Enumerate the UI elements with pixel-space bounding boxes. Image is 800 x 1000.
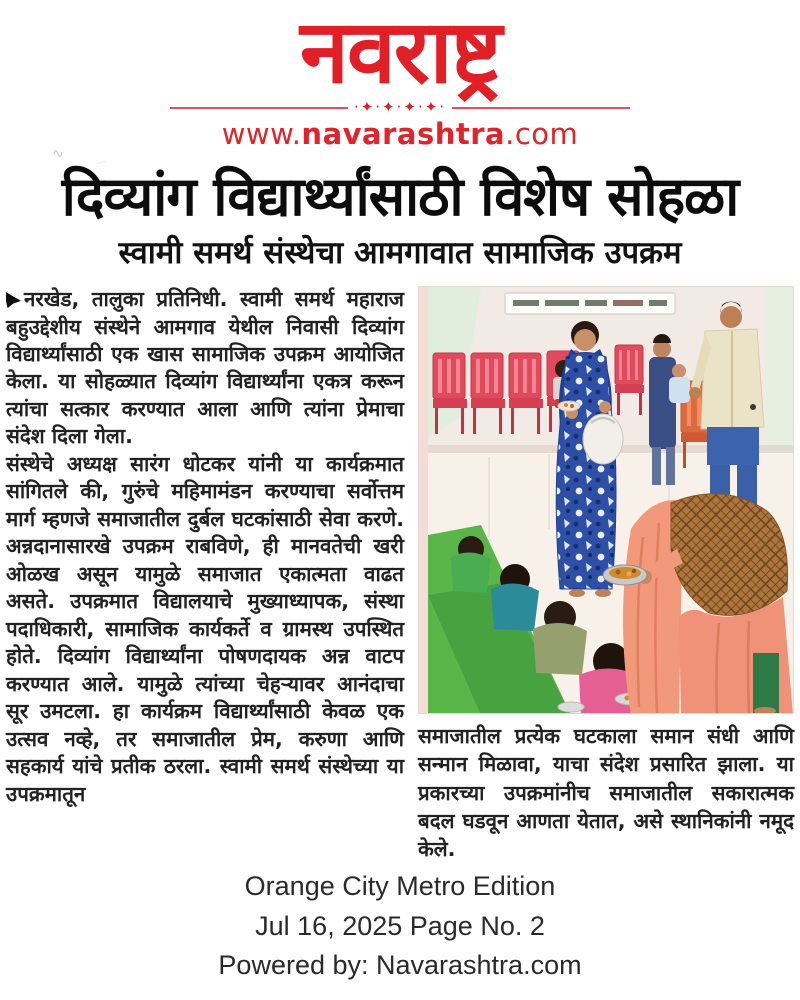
date-page-label: Jul 16, 2025 Page No. 2: [255, 910, 545, 941]
article-continuation-text: समाजातील प्रत्येक घटकाला समान संधी आणि सन्मान मिळावा, याचा संदेश प्रसारित झाला. या प्रकारच्या उपक्रमांनीच समाजातील सकारात्मक बदल घडवून आणता येतात, असे स्थानिकांनी नमूद केले.: [418, 724, 794, 862]
dateline-flag-icon: [6, 292, 21, 308]
article-paragraph-1: [6, 286, 404, 451]
article-body: [0, 272, 800, 863]
website-url: [0, 117, 800, 151]
edition-label: Orange City Metro Edition: [244, 870, 556, 901]
newspaper-logo: नवराष्ट्र: [300, 0, 500, 103]
clipping-footer: [0, 867, 800, 986]
divider-rule-left: [170, 107, 348, 109]
powered-by-label: Powered by: Navarashtra.com: [218, 950, 582, 981]
article-text: [6, 286, 404, 808]
url-prefix: www.: [221, 117, 302, 152]
print-smudge: ∿: [50, 144, 66, 164]
print-smudge: ﹏: [95, 153, 108, 166]
masthead-divider: [170, 100, 630, 115]
masthead: [0, 0, 800, 151]
divider-rule-right: [452, 107, 630, 109]
star-ornament-icon: ·✦·✦·✦·✦·: [353, 98, 447, 117]
photo-banner: [505, 293, 675, 314]
article-photo: [418, 286, 794, 714]
dateline: नरखेड, तालुका प्रतिनिधी.: [24, 287, 228, 312]
text-column-left: [6, 286, 404, 808]
article-paragraph-2: संस्थेचे अध्यक्ष सारंग धोटकर यांनी या कार्यक्रमात सांगितले की, गुरुंचे महिमामंडन करण्याचा सर्वोत्तम मार्ग म्हणजे समाजातील दुर्बल घटकांसाठी सेवा करणे. अन्नदानासारखे उपक्रम राबविणे, ही मानवतेची खरी ओळख असून यामुळे समाजात एकात्मता वाढत असते. उपक्रमात विद्यालयाचे मुख्याध्यापक, संस्था पदाधिकारी, सामाजिक कार्यकर्ते व ग्रामस्थ उपस्थित होते. दिव्यांग विद्यार्थ्यांना पोषणदायक अन्न वाटप करण्यात आले. यामुळे त्यांच्या चेहऱ्यावर आनंदाचा सूर उमटला. हा कार्यक्रम विद्यार्थ्यांसाठी केवळ एक उत्सव नव्हे, तर समाजातील प्रेम, करुणा आणि सहकार्य यांचे प्रतीक ठरला. स्वामी समर्थ संस्थेच्या या उपक्रमातून: [6, 451, 404, 806]
photo-column-right: [418, 286, 794, 863]
article-photo-illustration: [419, 287, 793, 714]
article-subheadline: स्वामी समर्थ संस्थेचा आमगावात सामाजिक उपक्रम: [118, 234, 682, 271]
article-headline: दिव्यांग विद्यार्थ्यांसाठी विशेष सोहळा: [61, 164, 739, 229]
paragraph-1-text: स्वामी समर्थ महाराज बहुउद्देशीय संस्थेने आमगाव येथील निवासी दिव्यांग विद्यार्थ्यांसाठी एक खास सामाजिक उपक्रम आयोजित केला. या सोहळ्यात दिव्यांग विद्यार्थ्यांना एकत्र करून त्यांचा सत्कार करण्यात आला आणि त्यांना प्रेमाचा संदेश दिला गेला.: [6, 287, 404, 449]
url-suffix: .com: [505, 117, 579, 152]
url-domain: navarashtra: [301, 117, 506, 152]
